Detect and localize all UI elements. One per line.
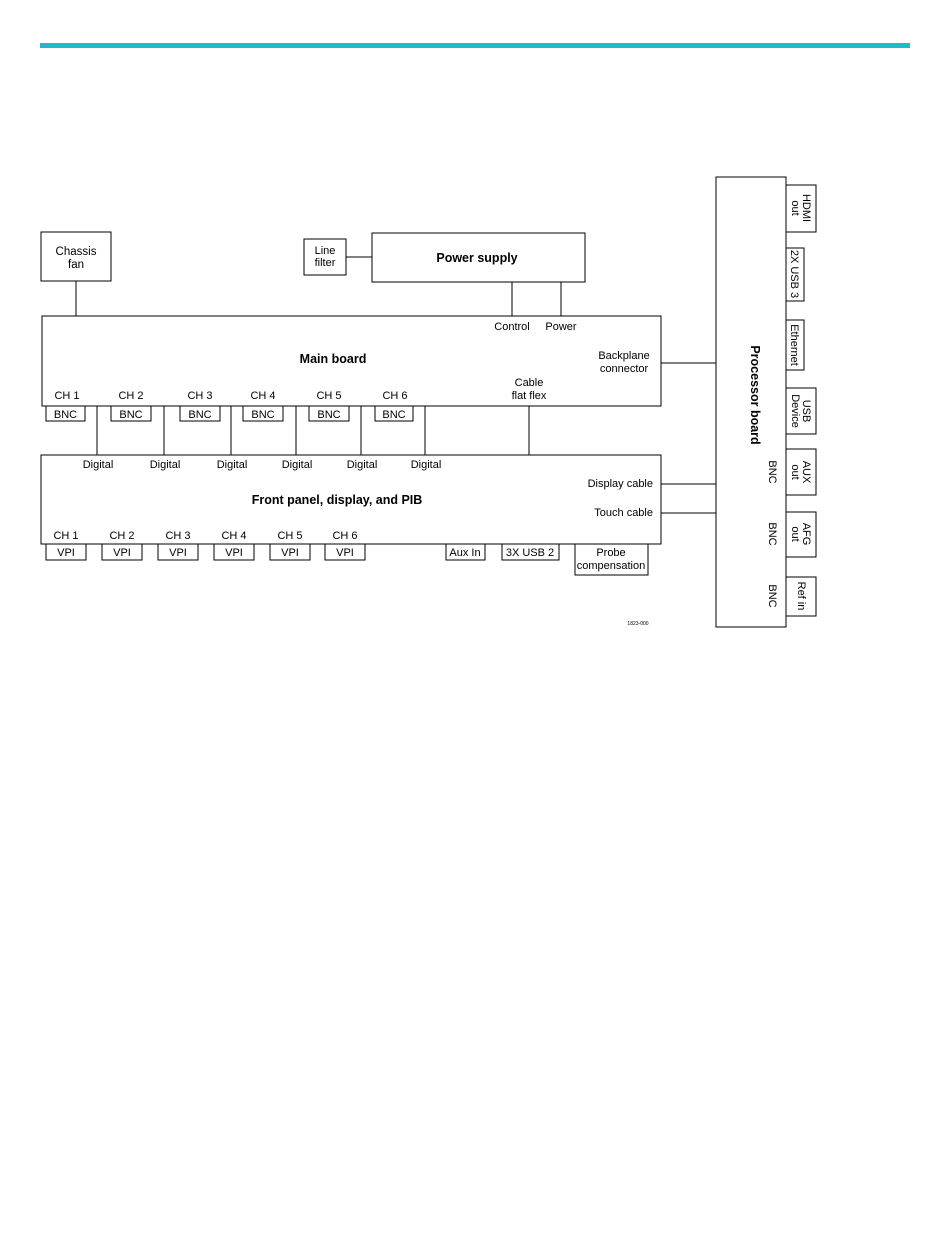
- aux-in-label: Aux In: [449, 547, 481, 559]
- probe-compensation-label-line2: compensation: [576, 560, 646, 572]
- front-panel-ch-label: CH 2: [109, 530, 135, 542]
- usb-device-label-line1: USB: [800, 399, 812, 423]
- digital-label: Digital: [281, 459, 313, 471]
- bnc-connector: [111, 406, 151, 421]
- main-board-bnc-connectors: [46, 406, 413, 421]
- hdmi-out-label-line1: HDMI: [800, 193, 812, 223]
- front-panel-vpi-connectors: [46, 544, 365, 560]
- main-board-ch-label: CH 1: [54, 390, 80, 402]
- front-panel-ch-label: CH 4: [221, 530, 247, 542]
- front-panel-ch-label: CH 1: [53, 530, 79, 542]
- figure-number: 1823-000: [627, 621, 649, 627]
- vpi-label: VPI: [336, 547, 354, 559]
- line-filter-label-line2: filter: [314, 257, 336, 269]
- backplane-connector-label-line1: Backplane: [598, 350, 650, 362]
- main-board-ch-label: CH 3: [187, 390, 213, 402]
- main-board-ch-label: CH 2: [118, 390, 144, 402]
- front-panel-label: Front panel, display, and PIB: [251, 493, 423, 507]
- power-supply-block: [372, 233, 585, 282]
- backplane-connector-label-line2: connector: [599, 363, 649, 375]
- afg-out-label-line1: AFG: [800, 522, 812, 546]
- front-panel-ch-label: CH 3: [165, 530, 191, 542]
- probe-compensation-label-line1: Probe: [596, 547, 626, 559]
- vpi-connector: [102, 544, 142, 560]
- control-label: Control: [494, 321, 530, 333]
- usb-device-label-line2: Device: [789, 394, 801, 428]
- front-panel-ch-label: CH 6: [332, 530, 358, 542]
- bnc-label: BNC: [188, 409, 212, 421]
- afg-out-port: [786, 512, 816, 557]
- processor-board-block: [716, 177, 786, 627]
- ref-in-port: [786, 577, 816, 616]
- vpi-label: VPI: [281, 547, 299, 559]
- aux-out-port: [786, 449, 816, 495]
- bnc-connector: [309, 406, 349, 421]
- bnc-connector: [180, 406, 220, 421]
- vpi-label: VPI: [225, 547, 243, 559]
- main-board-ch-label: CH 5: [316, 390, 342, 402]
- main-board-ch-label: CH 4: [250, 390, 276, 402]
- front-panel-ch-label: CH 5: [277, 530, 303, 542]
- cable-flat-flex-label-line1: Cable: [514, 377, 544, 389]
- bnc-label: BNC: [53, 409, 78, 421]
- bnc-label: BNC: [251, 409, 275, 421]
- afg-out-bnc-label: BNC: [766, 522, 778, 546]
- digital-label: Digital: [346, 459, 378, 471]
- display-cable-label: Display cable: [587, 478, 653, 490]
- main-board-ch-label: CH 6: [382, 390, 408, 402]
- bnc-connector: [243, 406, 283, 421]
- vpi-connector: [214, 544, 254, 560]
- touch-cable-label: Touch cable: [594, 507, 653, 519]
- usb3-port: [786, 248, 804, 301]
- power-label: Power: [545, 321, 577, 333]
- digital-label: Digital: [82, 459, 114, 471]
- digital-label: Digital: [149, 459, 181, 471]
- bnc-label: BNC: [317, 409, 341, 421]
- ref-in-label: Ref in: [795, 581, 807, 611]
- hdmi-out-label-line2: out: [789, 200, 801, 216]
- power-supply-label: Power supply: [436, 251, 518, 265]
- aux-out-label-line1: AUX: [800, 460, 812, 484]
- chassis-fan-label-line1: Chassis: [55, 246, 97, 258]
- aux-out-label-line2: out: [789, 464, 801, 480]
- vpi-connector: [158, 544, 198, 560]
- aux-out-bnc-label: BNC: [766, 460, 778, 484]
- bnc-connector: [375, 406, 413, 421]
- vpi-label: VPI: [113, 547, 131, 559]
- ethernet-port: [786, 320, 804, 370]
- main-board-label: Main board: [299, 352, 367, 366]
- vpi-connector: [46, 544, 86, 560]
- chassis-fan-label-line2: fan: [68, 259, 84, 271]
- hdmi-out-port: [786, 185, 816, 232]
- chassis-fan-block: [41, 232, 111, 281]
- bnc-label: BNC: [119, 409, 143, 421]
- afg-out-label-line2: out: [789, 526, 801, 542]
- aux-in-port: [446, 544, 485, 560]
- digital-label: Digital: [410, 459, 442, 471]
- digital-label: Digital: [216, 459, 248, 471]
- bnc-label: BNC: [382, 409, 406, 421]
- vpi-label: VPI: [57, 547, 75, 559]
- bnc-connector: [46, 406, 85, 421]
- usb2-port: [502, 544, 559, 560]
- vpi-connector: [270, 544, 310, 560]
- vpi-label: VPI: [169, 547, 187, 559]
- cable-flat-flex-label-line2: flat flex: [511, 390, 547, 402]
- usb3-label: 2X USB 3: [788, 249, 800, 299]
- usb2-label: 3X USB 2: [505, 547, 555, 559]
- vpi-connector: [325, 544, 365, 560]
- front-panel-block: [41, 455, 661, 544]
- ethernet-label: Ethernet: [788, 324, 800, 366]
- usb-device-port: [786, 388, 816, 434]
- line-filter-label-line1: Line: [314, 245, 336, 257]
- line-filter-block: [304, 239, 346, 275]
- ref-in-bnc-label: BNC: [766, 584, 778, 608]
- main-board-block: [42, 316, 661, 406]
- probe-compensation-port: [575, 544, 648, 575]
- processor-board-label: Processor board: [748, 345, 762, 445]
